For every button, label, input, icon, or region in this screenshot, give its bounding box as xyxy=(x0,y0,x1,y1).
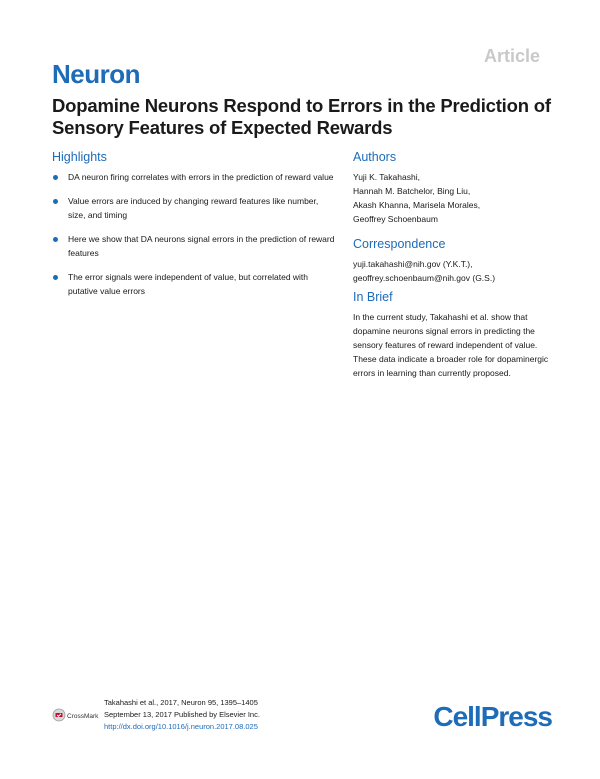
highlight-text: The error signals were independent of value, but correlated with putative value errors xyxy=(68,271,309,296)
highlights-heading: Highlights xyxy=(52,150,107,164)
highlight-item xyxy=(52,232,337,261)
in-brief-text: In the current study, Takahashi et al. show that dopamine neurons signal errors in predicting the sensory features of reward independent of value. These data indicate a broader role for dopaminergic errors in learning than currently proposed. xyxy=(353,312,549,378)
highlight-text: DA neuron firing correlates with errors in the prediction of reward value xyxy=(68,172,334,182)
in-brief-section xyxy=(353,290,553,380)
highlight-item xyxy=(52,194,337,223)
highlights-list xyxy=(52,170,337,299)
correspondence-emails[interactable]: yuji.takahashi@nih.gov (Y.K.T.), geoffrey.schoenbaum@nih.gov (G.S.) xyxy=(353,259,496,283)
correspondence-section xyxy=(353,237,553,285)
authors-section xyxy=(353,150,553,226)
highlight-text: Here we show that DA neurons signal errors in the prediction of reward features xyxy=(68,233,335,258)
correspondence-heading: Correspondence xyxy=(353,237,446,251)
cellpress-logo[interactable]: CellPress xyxy=(433,701,552,732)
citation-block xyxy=(104,697,260,733)
doi-link[interactable]: http://dx.doi.org/10.1016/j.neuron.2017.08.025 xyxy=(104,722,258,731)
journal-name: Neuron xyxy=(52,59,140,89)
paper-title: Dopamine Neurons Respond to Errors in the Prediction of Sensory Features of Expected Rewards xyxy=(52,95,551,138)
highlight-text: Value errors are induced by changing reward features like number, size, and timing xyxy=(68,195,319,220)
citation-date: September 13, 2017 Published by Elsevier Inc. xyxy=(104,710,260,719)
article-tag: Article xyxy=(483,46,540,66)
bullet-icon xyxy=(53,175,58,180)
crossmark-icon[interactable] xyxy=(52,708,106,722)
bullet-icon xyxy=(53,199,58,204)
footer xyxy=(52,697,552,737)
highlight-item xyxy=(52,170,337,185)
highlight-item xyxy=(52,270,337,299)
crossmark-label: CrossMark xyxy=(67,713,99,720)
bullet-icon xyxy=(53,275,58,280)
authors-heading: Authors xyxy=(353,150,397,164)
bullet-icon xyxy=(53,237,58,242)
in-brief-heading: In Brief xyxy=(353,290,393,304)
highlights-section xyxy=(52,150,337,308)
authors-list: Yuji K. Takahashi, Hannah M. Batchelor, Bing Liu, Akash Khanna, Marisela Morales, Geoffrey Schoenbaum xyxy=(353,172,481,224)
citation-line: Takahashi et al., 2017, Neuron 95, 1395–1405 xyxy=(104,698,258,707)
